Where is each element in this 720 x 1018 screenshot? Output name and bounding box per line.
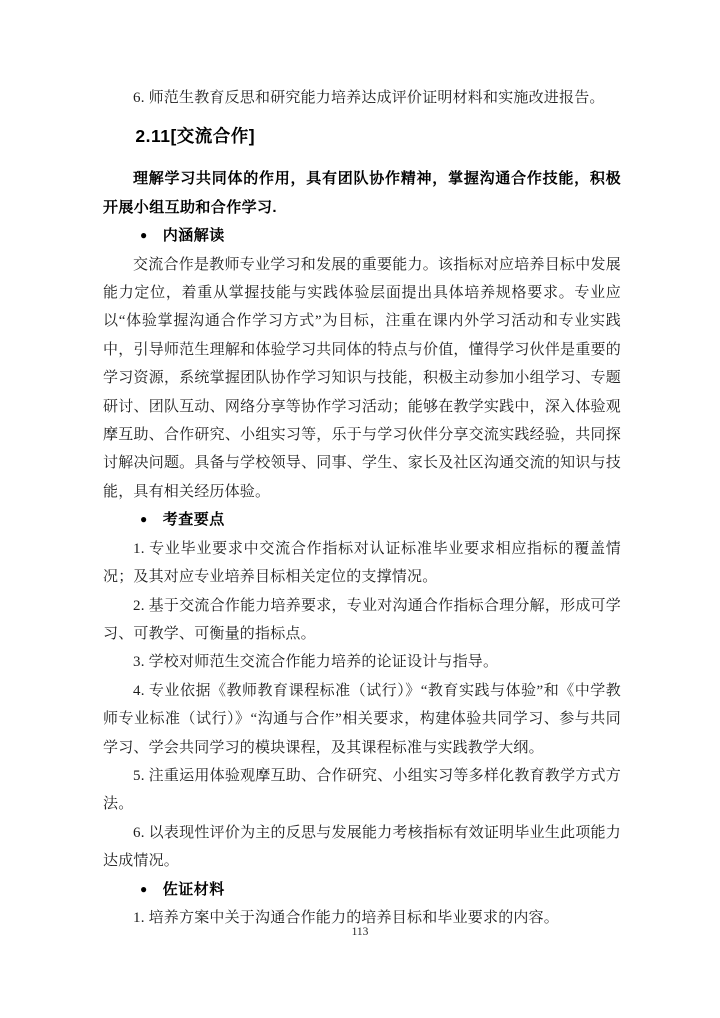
bullet-heading-label: 考查要点 [162,511,225,529]
page-content [103,84,621,932]
paragraph-key-point-4: 4. 专业依据《教师教育课程标准（试行）》“教育实践与体验”和《中学教师专业标准（试行）》“沟通与合作”相关要求，构建体验共同学习、参与共同学习、学会共同学习的模块课程，及其课程标准与实践教学大纲。 [103,682,621,756]
paragraph-lead: 理解学习共同体的作用，具有团队协作精神，掌握沟通合作技能，积极开展小组互助和合作学习. [103,170,621,216]
paragraph-connotation-body: 交流合作是教师专业学习和发展的重要能力。该指标对应培养目标中发展能力定位，着重从掌握技能与实践体验层面提出具体培养规格要求。专业应以“体验掌握沟通合作学习方式”为目标，注重在课内外学习活动和专业实践中，引导师范生理解和体验学习共同体的特点与价值，懂得学习伙伴是重要的学习资源，系统掌握团队协作学习知识与技能，积极主动参加小组学习、专题研讨、团队互动、网络分享等协作学习活动；能够在教学实践中，深入体验观摩互助、合作研究、小组实习等，乐于与学习伙伴分享交流实践经验，共同探讨解决问题。具备与学校领导、同事、学生、家长及社区沟通交流的知识与技能，具有相关经历体验。 [103,256,621,500]
page-number: 113 [351,926,369,938]
paragraph-key-point-1: 1. 专业毕业要求中交流合作指标对认证标准毕业要求相应指标的覆盖情况；及其对应专业培养目标相关定位的支撑情况。 [103,540,621,586]
bullet-heading-supporting-materials [103,876,621,904]
paragraph-previous-item: 6. 师范生教育反思和研究能力培养达成评价证明材料和实施改进报告。 [133,90,605,106]
paragraph-key-point-2: 2. 基于交流合作能力培养要求，专业对沟通合作指标合理分解，形成可学习、可教学、可衡量的指标点。 [103,597,621,642]
bullet-heading-connotation [103,222,621,250]
bullet-icon: ● [140,881,148,896]
paragraph-key-point-5: 5. 注重运用体验观摩互助、合作研究、小组实习等多样化教育教学方式方法。 [103,767,621,813]
paragraph-key-point-3: 3. 学校对师范生交流合作能力培养的论证设计与指导。 [133,654,499,671]
paragraph-supporting-material-1: 1. 培养方案中关于沟通合作能力的培养目标和毕业要求的内容。 [133,909,560,926]
bullet-icon: ● [140,228,148,243]
section-heading: 2.11[交流合作] [135,126,256,147]
bullet-icon: ● [140,512,148,527]
paragraph-key-point-6: 6. 以表现性评价为主的反思与发展能力考核指标有效证明毕业生此项能力达成情况。 [103,824,621,870]
bullet-heading-label: 佐证材料 [162,880,225,898]
bullet-heading-label: 内涵解读 [162,227,225,245]
bullet-heading-key-points [103,506,621,534]
